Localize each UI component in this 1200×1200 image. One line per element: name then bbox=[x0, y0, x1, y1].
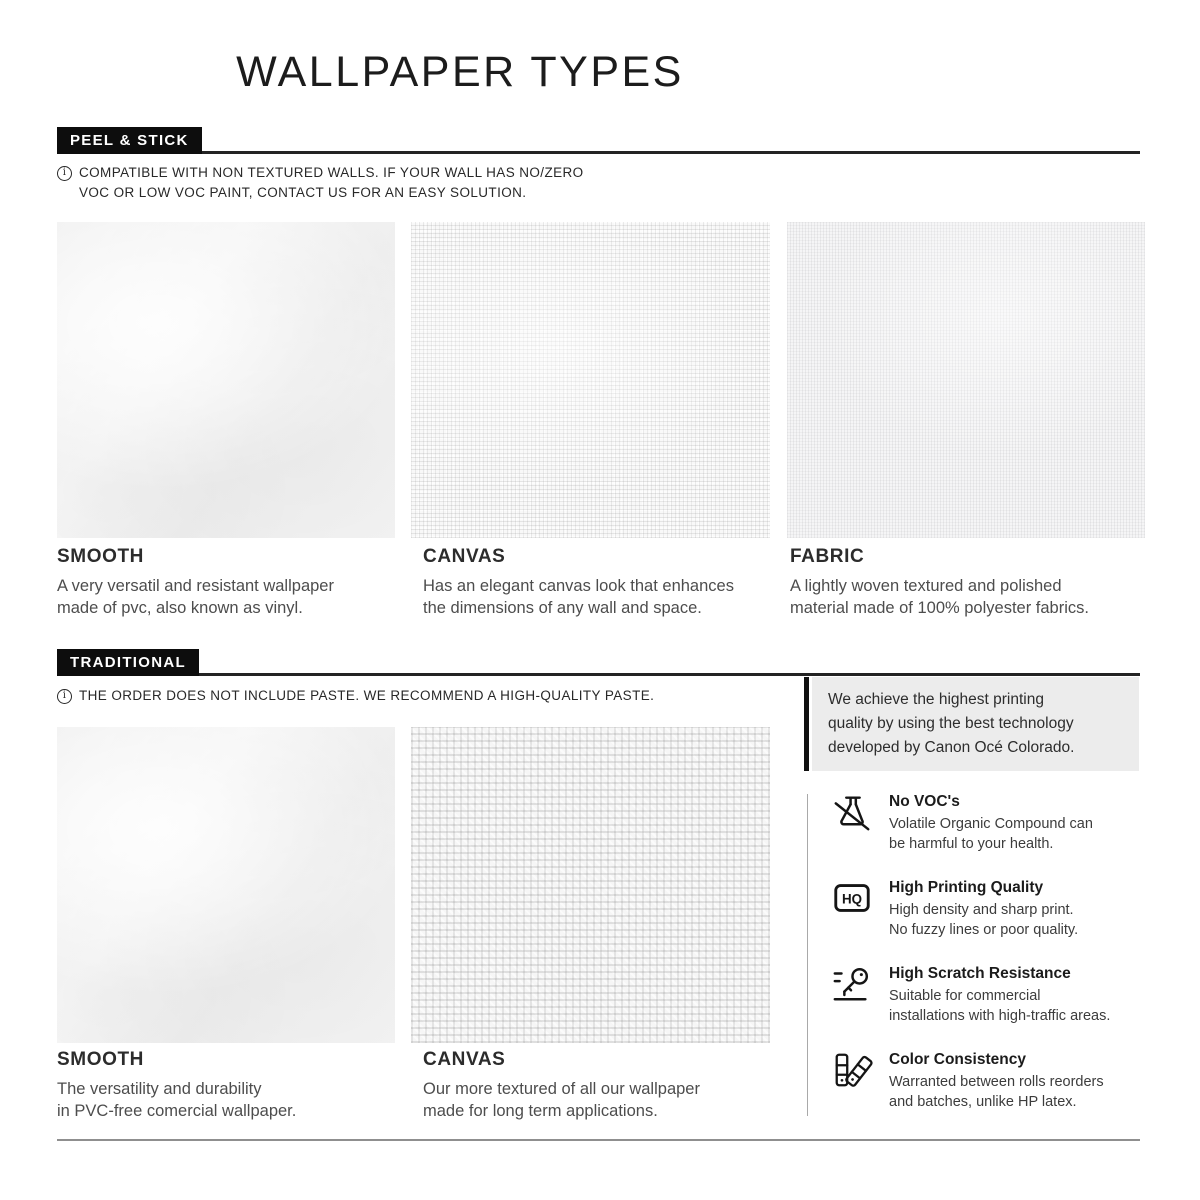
quality-line: developed by Canon Océ Colorado. bbox=[828, 739, 1075, 756]
hq-icon bbox=[831, 877, 873, 919]
feature-high-printing-quality bbox=[831, 877, 1161, 940]
feature-line: High density and sharp print. bbox=[889, 902, 1074, 918]
hq-icon-label: HQ bbox=[841, 891, 863, 907]
caption-title: SMOOTH bbox=[57, 1049, 144, 1070]
caption-description bbox=[57, 1078, 397, 1122]
caption-line: A very versatil and resistant wallpaper bbox=[57, 577, 334, 595]
swatch-traditional-canvas bbox=[411, 727, 770, 1043]
feature-no-voc bbox=[831, 791, 1161, 854]
caption-traditional-canvas bbox=[423, 1049, 771, 1122]
feature-text bbox=[889, 1049, 1104, 1112]
section-header-peel-stick bbox=[57, 127, 1140, 154]
swatch-peel-stick-canvas bbox=[411, 222, 770, 538]
features-left-rule bbox=[807, 794, 808, 1116]
color-swatches-icon bbox=[831, 1049, 873, 1091]
feature-description bbox=[889, 986, 1110, 1026]
quality-statement bbox=[812, 677, 1139, 771]
caption-description bbox=[423, 575, 771, 619]
feature-text bbox=[889, 877, 1078, 940]
caption-description bbox=[423, 1078, 771, 1122]
info-icon: i bbox=[57, 689, 72, 704]
caption-title: FABRIC bbox=[790, 546, 865, 567]
swatch-peel-stick-fabric bbox=[787, 222, 1145, 538]
feature-title: High Printing Quality bbox=[889, 879, 1044, 896]
caption-line: A lightly woven textured and polished bbox=[790, 577, 1062, 595]
feature-line: Warranted between rolls reorders bbox=[889, 1074, 1104, 1090]
caption-line: Our more textured of all our wallpaper bbox=[423, 1080, 700, 1098]
feature-title: No VOC's bbox=[889, 793, 960, 810]
note-text: THE ORDER DOES NOT INCLUDE PASTE. WE RECOMMEND A HIGH-QUALITY PASTE. bbox=[79, 688, 655, 703]
feature-title: High Scratch Resistance bbox=[889, 965, 1071, 982]
quality-line: quality by using the best technology bbox=[828, 715, 1074, 732]
caption-title: CANVAS bbox=[423, 1049, 506, 1070]
note-line bbox=[57, 163, 584, 183]
note-text: VOC OR LOW VOC PAINT, CONTACT US FOR AN EASY SOLUTION. bbox=[79, 185, 527, 200]
feature-line: be harmful to your health. bbox=[889, 836, 1054, 852]
section-note-traditional bbox=[57, 686, 654, 706]
feature-color-consistency bbox=[831, 1049, 1161, 1112]
caption-description bbox=[790, 575, 1145, 619]
caption-title: SMOOTH bbox=[57, 546, 144, 567]
quality-box-accent-bar bbox=[804, 677, 809, 771]
section-label: PEEL & STICK bbox=[57, 127, 202, 154]
caption-line: in PVC-free comercial wallpaper. bbox=[57, 1102, 297, 1120]
scratch-key-icon bbox=[831, 963, 873, 1005]
page-title: WALLPAPER TYPES bbox=[236, 48, 684, 96]
feature-line: No fuzzy lines or poor quality. bbox=[889, 922, 1079, 938]
section-label: TRADITIONAL bbox=[57, 649, 199, 676]
swatch-peel-stick-smooth bbox=[57, 222, 395, 538]
feature-text bbox=[889, 791, 1093, 854]
feature-line: and batches, unlike HP latex. bbox=[889, 1094, 1077, 1110]
feature-description bbox=[889, 814, 1093, 854]
caption-line: material made of 100% polyester fabrics. bbox=[790, 599, 1089, 617]
note-text: COMPATIBLE WITH NON TEXTURED WALLS. IF YOUR WALL HAS NO/ZERO bbox=[79, 165, 584, 180]
feature-line: installations with high-traffic areas. bbox=[889, 1008, 1111, 1024]
section-header-traditional bbox=[57, 649, 1140, 676]
caption-peel-stick-canvas bbox=[423, 546, 771, 619]
feature-line: Volatile Organic Compound can bbox=[889, 816, 1093, 832]
caption-line: made for long term applications. bbox=[423, 1102, 658, 1120]
note-line bbox=[57, 686, 654, 706]
caption-line: The versatility and durability bbox=[57, 1080, 262, 1098]
no-voc-icon bbox=[831, 791, 873, 833]
caption-line: Has an elegant canvas look that enhances bbox=[423, 577, 734, 595]
caption-peel-stick-smooth bbox=[57, 546, 397, 619]
quality-line: We achieve the highest printing bbox=[828, 691, 1044, 708]
feature-description bbox=[889, 1072, 1104, 1112]
bottom-divider bbox=[57, 1139, 1140, 1141]
info-icon: i bbox=[57, 166, 72, 181]
feature-high-scratch-resistance bbox=[831, 963, 1161, 1026]
swatch-traditional-smooth bbox=[57, 727, 395, 1043]
caption-description bbox=[57, 575, 397, 619]
features-list bbox=[831, 791, 1161, 1135]
caption-title: CANVAS bbox=[423, 546, 506, 567]
caption-line: made of pvc, also known as vinyl. bbox=[57, 599, 303, 617]
caption-traditional-smooth bbox=[57, 1049, 397, 1122]
section-note-peel-stick bbox=[57, 163, 584, 203]
feature-title: Color Consistency bbox=[889, 1051, 1026, 1068]
caption-line: the dimensions of any wall and space. bbox=[423, 599, 702, 617]
caption-peel-stick-fabric bbox=[790, 546, 1145, 619]
feature-description bbox=[889, 900, 1078, 940]
feature-line: Suitable for commercial bbox=[889, 988, 1041, 1004]
feature-text bbox=[889, 963, 1110, 1026]
